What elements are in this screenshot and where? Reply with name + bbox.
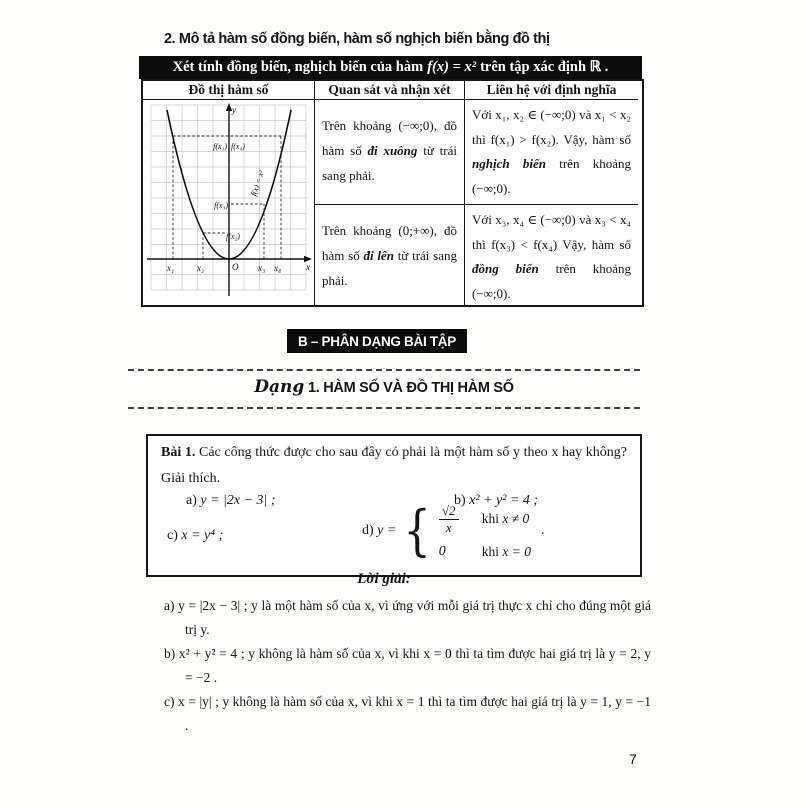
dang-1-heading xyxy=(128,377,640,397)
observe-row2-post: từ trái sang phải. xyxy=(322,248,457,288)
fx4-label: f(x₄) xyxy=(231,142,245,151)
fraction xyxy=(436,503,462,535)
item-d-lead: y = xyxy=(377,523,397,538)
dashed-divider-top xyxy=(128,369,640,371)
define-row1-pre: Với x₁, x₂ ∈ (−∞;0) và x₁ < x₂ thì f(x₁) > f(x₂). Vậy, hàm số xyxy=(472,107,631,147)
x3-tick-label: x₃ xyxy=(258,263,266,273)
problem-statement xyxy=(161,440,627,492)
origin-label: O xyxy=(232,262,239,272)
case-2-khi: khi xyxy=(481,543,503,559)
piecewise-brace: { xyxy=(403,499,432,562)
observe-cell-row2 xyxy=(314,204,464,305)
case-row-1 xyxy=(436,503,531,535)
item-c xyxy=(167,528,223,544)
observe-row1-pre: Trên khoảng (−∞;0), đồ hàm số xyxy=(322,118,457,158)
dashed-divider-bottom xyxy=(128,407,640,409)
define-cell-row1 xyxy=(464,100,638,204)
comparison-table xyxy=(141,79,644,307)
intro-banner xyxy=(139,56,642,79)
define-row2-post: trên khoảng (−∞;0). xyxy=(472,261,631,301)
intro-banner-formula: f(x) = x² xyxy=(427,59,477,75)
x1-tick-label: x₁ xyxy=(167,263,175,273)
define-row1-em: nghịch biến xyxy=(472,156,546,171)
solution-item-c: c) x = |y| ; y không là hàm số của x, vì khi x = 1 thì ta tìm được hai giá trị là y = 1, y = −1 . xyxy=(164,694,651,733)
x-axis-label: x xyxy=(306,262,310,272)
item-c-marker: c) xyxy=(167,528,178,543)
item-a-marker: a) xyxy=(186,493,197,508)
observe-row2-pre: Trên khoảng (0;+∞), đồ hàm số xyxy=(322,223,457,263)
case-row-2 xyxy=(436,544,531,560)
curve-equation-label: f(x) = x² xyxy=(249,169,267,198)
fraction-numerator: √2 xyxy=(439,503,459,520)
table-header-observe: Quan sát và nhận xét xyxy=(314,81,464,100)
item-d-period: . xyxy=(540,523,545,538)
problem-label: Bài 1. xyxy=(161,445,196,460)
observe-cell-row1 xyxy=(314,100,464,204)
page-number: 7 xyxy=(629,751,637,767)
item-b-formula: x² + y² = 4 ; xyxy=(469,493,539,508)
case-1-var: x ≠ 0 xyxy=(502,510,530,526)
fx2-label: f(x₂) xyxy=(226,232,240,241)
solution-title: Lời giải: xyxy=(357,571,411,587)
item-b-marker: b) xyxy=(454,493,466,508)
fx3-label: f(x₃) xyxy=(214,201,228,210)
solution-item-b: b) x² + y² = 4 ; y không là hàm số của x, vì khi x = 0 thì ta tìm được hai giá trị là y = 2, y = −2 . xyxy=(164,646,651,685)
case-1-condition xyxy=(482,511,531,527)
item-d-marker: d) xyxy=(362,523,374,538)
y-axis-label: y xyxy=(232,105,236,115)
item-c-formula: x = y⁴ ; xyxy=(181,528,224,543)
define-row2-em: đồng biến xyxy=(472,261,539,276)
dang-script-word: Dạng xyxy=(254,377,305,397)
observe-row1-post: từ trái sang phải. xyxy=(322,143,457,183)
section-heading: 2. Mô tả hàm số đồng biến, hàm số nghịch biến bằng đồ thị xyxy=(164,31,550,47)
fraction-denominator: x xyxy=(445,519,452,535)
fx1-label: f(x₁) xyxy=(213,142,227,151)
x4-tick-label: x₄ xyxy=(274,263,282,273)
piecewise-cases xyxy=(436,503,531,560)
case-1-khi: khi xyxy=(481,510,503,526)
define-cell-row2 xyxy=(464,204,638,305)
problem-box xyxy=(146,434,642,577)
intro-banner-text-post: trên tập xác định ℝ . xyxy=(480,59,609,75)
table-header-graph: Đồ thị hàm số xyxy=(143,81,314,100)
dang-heading-rest: 1. HÀM SỐ VÀ ĐỒ THỊ HÀM SỐ xyxy=(304,380,514,396)
section-b-banner: B – PHÂN DẠNG BÀI TẬP xyxy=(287,329,467,353)
case-2-var: x = 0 xyxy=(502,543,531,559)
intro-banner-text-pre: Xét tính đồng biến, nghịch biến của hàm xyxy=(172,59,424,75)
observe-row2-em: đi lên xyxy=(363,248,394,263)
define-row2-pre: Với x₃, x₄ ∈ (−∞;0) và x₃ < x₄ thì f(x₃) < f(x₄) Vậy, hàm số xyxy=(472,212,631,252)
graph-cell xyxy=(143,100,314,305)
item-d xyxy=(362,498,544,564)
observe-row1-em: đi xuống xyxy=(367,143,418,158)
solution-item-a: a) y = |2x − 3| ; y là một hàm số của x, vì ứng với mỗi giá trị thực x chỉ cho đúng một giá trị y. xyxy=(164,598,651,637)
define-row1-post: trên khoảng (−∞;0). xyxy=(472,156,632,196)
case-2-value: 0 xyxy=(438,543,446,559)
problem-statement-text: Các công thức được cho sau đây có phải là một hàm số y theo x hay không? Giải thích. xyxy=(161,445,628,486)
table-header-define: Liên hệ với định nghĩa xyxy=(464,81,638,100)
case-2-condition xyxy=(482,544,531,560)
x2-tick-label: x₂ xyxy=(197,263,205,273)
function-graph xyxy=(143,100,314,303)
item-a-formula: y = |2x − 3| ; xyxy=(200,493,276,508)
item-a xyxy=(186,493,276,509)
